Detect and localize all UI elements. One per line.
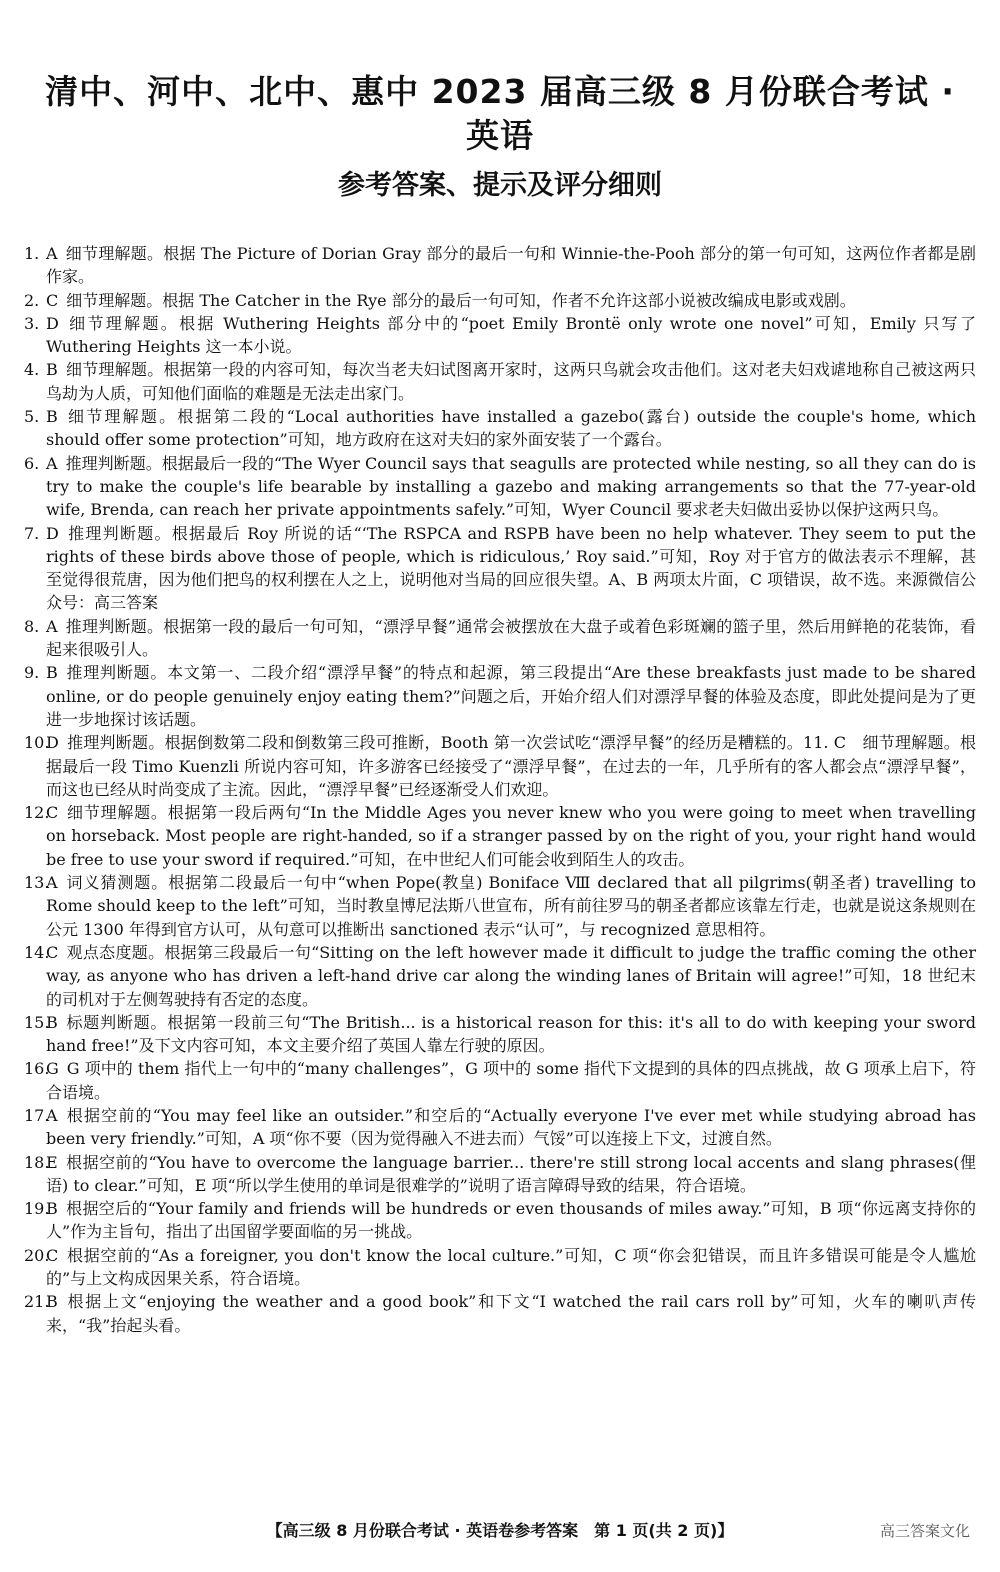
question-number: 20. <box>24 1245 50 1265</box>
question-number: 3. <box>24 313 40 333</box>
question-number: 14. <box>24 942 50 962</box>
answer-letter: D <box>46 313 59 333</box>
answer-letter: B <box>46 360 58 380</box>
answer-item-16 <box>24 1057 976 1104</box>
question-number: 5. <box>24 407 40 427</box>
answer-item-7 <box>24 522 976 615</box>
answer-letter: B <box>46 1012 58 1032</box>
answer-item-3 <box>24 312 976 359</box>
answer-item-18 <box>24 1151 976 1198</box>
question-number: 19. <box>24 1199 50 1219</box>
answer-letter: C <box>46 1245 59 1265</box>
answer-letter: B <box>46 1199 58 1219</box>
question-number: 10. <box>24 733 50 753</box>
question-number: 21. <box>24 1292 50 1312</box>
answer-explanation: 细节理解题。根据第二段的“Local authorities have installed a gazebo(露台) outside the couple's home, which should offer some protection”可知，地方政府在这对夫妇的家外面安装了一个露台。 <box>46 407 976 450</box>
answer-item-21 <box>24 1290 976 1337</box>
answer-explanation: 细节理解题。根据 Wuthering Heights 部分中的“poet Emily Brontë only wrote one novel”可知，Emily 只写了 Wuthering Heights 这一本小说。 <box>46 313 976 357</box>
page-subtitle: 参考答案、提示及评分细则 <box>338 170 662 201</box>
footer-watermark: 高三答案文化 <box>879 1522 970 1540</box>
answer-explanation: 词义猜测题。根据第二段最后一句中“when Pope(教皇) Boniface Ⅷ declared that all pilgrims(朝圣者) travelling to Rome should keep to the left”可知，当时教皇博尼法斯八世宣布，所有前往罗马的朝圣者都应该靠左行走，也就是说这条规则在公元 1300 年得到官方认可，从句意可以推断出 sanctioned 表示“认可”，与 recognized 意思相符。 <box>46 873 976 939</box>
answer-item-6 <box>24 452 976 522</box>
answer-letter: C <box>46 803 59 823</box>
answer-explanation: 标题判断题。根据第一段前三句“The British... is a historical reason for this: it's all to do with keeping your sword hand free!”及下文内容可知，本文主要介绍了英国人靠左行驶的原因。 <box>46 1012 976 1056</box>
answer-explanation: 细节理解题。根据第一段后两句“In the Middle Ages you never knew who you were going to meet when travelling on horseback. Most people are right-handed, so if a stranger passed by on the right of you, your right hand would be free to use your sword if required.”可知，在中世纪人们可能会收到陌生人的攻击。 <box>46 803 976 869</box>
answer-explanation: 根据空前的“You may feel like an outsider.”和空后的“Actually everyone I've ever met while studying abroad has been very friendly.”可知，A 项“你不要（因为觉得融入不进去而）气馁”可以连接上下文，过渡自然。 <box>46 1105 976 1149</box>
answer-letter: A <box>46 453 58 473</box>
answer-letter: B <box>46 407 58 427</box>
answer-explanation: 根据空前的“You have to overcome the language barrier... there're still strong local accents and slang phrases(俚语) to clear.”可知，E 项“所以学生使用的单词是很难学的”说明了语言障碍导致的结果，符合语境。 <box>46 1152 976 1195</box>
answer-item-14 <box>24 941 976 1011</box>
answer-letter: D <box>46 523 59 543</box>
answer-explanation: 观点态度题。根据第三段最后一句“Sitting on the left however made it difficult to judge the traffic coming the other way, as anyone who has driven a left-hand drive car along the winding lanes of Britain will agree!”可知，18 世纪末的司机对于左侧驾驶持有否定的态度。 <box>46 942 976 1009</box>
answer-item-19 <box>24 1197 976 1244</box>
answer-letter: A <box>46 244 58 263</box>
answer-explanation: 推理判断题。根据第一段的最后一句可知，“漂浮早餐”通常会被摆放在大盘子或着色彩斑斓的篮子里，然后用鲜艳的花装饰，看起来很吸引人。 <box>46 616 976 660</box>
answer-explanation: 根据空前的“As a foreigner, you don't know the local culture.”可知，C 项“你会犯错误，而且许多错误可能是令人尴尬的”与上文构成因果关系，符合语境。 <box>46 1245 976 1289</box>
answer-letter: C <box>46 942 59 962</box>
answer-item-17 <box>24 1104 976 1151</box>
answer-letter: B <box>46 663 58 683</box>
question-number: 2. <box>24 290 40 310</box>
answer-letter: G <box>46 1059 59 1079</box>
answer-explanation: 根据上文“enjoying the weather and a good book”和下文“I watched the rail cars roll by”可知，火车的喇叭声传来，“我”抬起头看。 <box>46 1292 976 1335</box>
answer-explanation: 细节理解题。根据 The Picture of Dorian Gray 部分的最后一句和 Winnie-the-Pooh 部分的第一句可知，这两位作者都是剧作家。 <box>46 244 976 287</box>
question-number: 16. <box>24 1059 50 1079</box>
answer-explanation: 推理判断题。根据最后 Roy 所说的话“‘The RSPCA and RSPB have been no help whatever. They seem to put the rights of these birds above those of people, which is ridiculous,’ Roy said.”可知，Roy 对于官方的做法表示不理解，甚至觉得很荒唐，因为他们把鸟的权利摆在人之上，说明他对当局的回应很失望。A、B 两项太片面，C 项错误，故不选。来源微信公众号：高三答案 <box>46 523 976 613</box>
question-number: 8. <box>24 616 40 636</box>
answer-item-10 <box>24 731 976 801</box>
answer-letter: A <box>46 616 58 636</box>
answer-letter: B <box>46 1292 58 1312</box>
answer-explanation: 根据空后的“Your family and friends will be hundreds or even thousands of miles away.”可知，B 项“你远离支持你的人”作为主旨句，指出了出国留学要面临的另一挑战。 <box>46 1199 976 1242</box>
question-number: 4. <box>24 360 40 380</box>
answer-item-9 <box>24 661 976 731</box>
answer-item-5 <box>24 405 976 452</box>
page-footer: 【高三级 8 月份联合考试 · 英语卷参考答案 第 1 页(共 2 页)】 <box>266 1521 734 1540</box>
answer-letter: A <box>46 873 58 893</box>
answer-letter: C <box>46 290 59 310</box>
question-number: 1. <box>24 244 40 263</box>
answer-explanation: 细节理解题。根据第一段的内容可知，每次当老夫妇试图离开家时，这两只鸟就会攻击他们。这对老夫妇戏谑地称自己被这两只鸟劫为人质，可知他们面临的难题是无法走出家门。 <box>46 360 976 403</box>
answer-list <box>24 242 976 1337</box>
question-number: 9. <box>24 663 40 683</box>
question-number: 12. <box>24 803 50 823</box>
question-number: 18. <box>24 1152 50 1172</box>
answer-item-13 <box>24 871 976 941</box>
answer-item-15 <box>24 1011 976 1058</box>
question-number: 7. <box>24 523 40 543</box>
question-number: 6. <box>24 453 40 473</box>
answer-item-8 <box>24 615 976 662</box>
answer-item-4 <box>24 358 976 405</box>
answer-explanation: 推理判断题。根据最后一段的“The Wyer Council says that seagulls are protected while nesting, so all they can do is try to make the couple's life bearable by installing a gazebo and making arrangements so that the 77-year-old wife, Brenda, can reach her private appointments safely.”可知，Wyer Council 要求老夫妇做出妥协以保护这两只鸟。 <box>46 453 976 520</box>
answer-letter: A <box>46 1105 58 1125</box>
answer-item-1 <box>24 242 976 289</box>
answer-explanation: G 项中的 them 指代上一句中的“many challenges”，G 项中的 some 指代下文提到的具体的四点挑战，故 G 项承上启下，符合语境。 <box>46 1059 976 1102</box>
question-number: 13. <box>24 873 50 893</box>
question-number: 15. <box>24 1012 50 1032</box>
question-number: 17. <box>24 1105 50 1125</box>
answer-explanation: 推理判断题。本文第一、二段介绍“漂浮早餐”的特点和起源，第三段提出“Are these breakfasts just made to be shared online, or do people genuinely enjoy eating them?”问题之后，开始介绍人们对漂浮早餐的体验及态度，即此处提问是为了更进一步地探讨该话题。 <box>46 663 976 729</box>
answer-item-20 <box>24 1244 976 1291</box>
page-title: 清中、河中、北中、惠中 2023 届高三级 8 月份联合考试 · 英语 <box>45 72 955 155</box>
answer-item-2 <box>24 289 976 312</box>
answer-explanation: 细节理解题。根据 The Catcher in the Rye 部分的最后一句可知，作者不允许这部小说被改编成电影或戏剧。 <box>66 290 856 310</box>
answer-explanation: 推理判断题。根据倒数第二段和倒数第三段可推断，Booth 第一次尝试吃“漂浮早餐”的经历是糟糕的。11. C 细节理解题。根据最后一段 Timo Kuenzli 所说内容可知，许多游客已经接受了“漂浮早餐”，在过去的一年，几乎所有的客人都会点“漂浮早餐”，而这也已经从时尚变成了主流。因此，“漂浮早餐”已经逐渐受人们欢迎。 <box>46 733 976 799</box>
answer-item-12 <box>24 801 976 871</box>
answer-letter: E <box>46 1152 58 1172</box>
answer-letter: D <box>46 733 59 753</box>
